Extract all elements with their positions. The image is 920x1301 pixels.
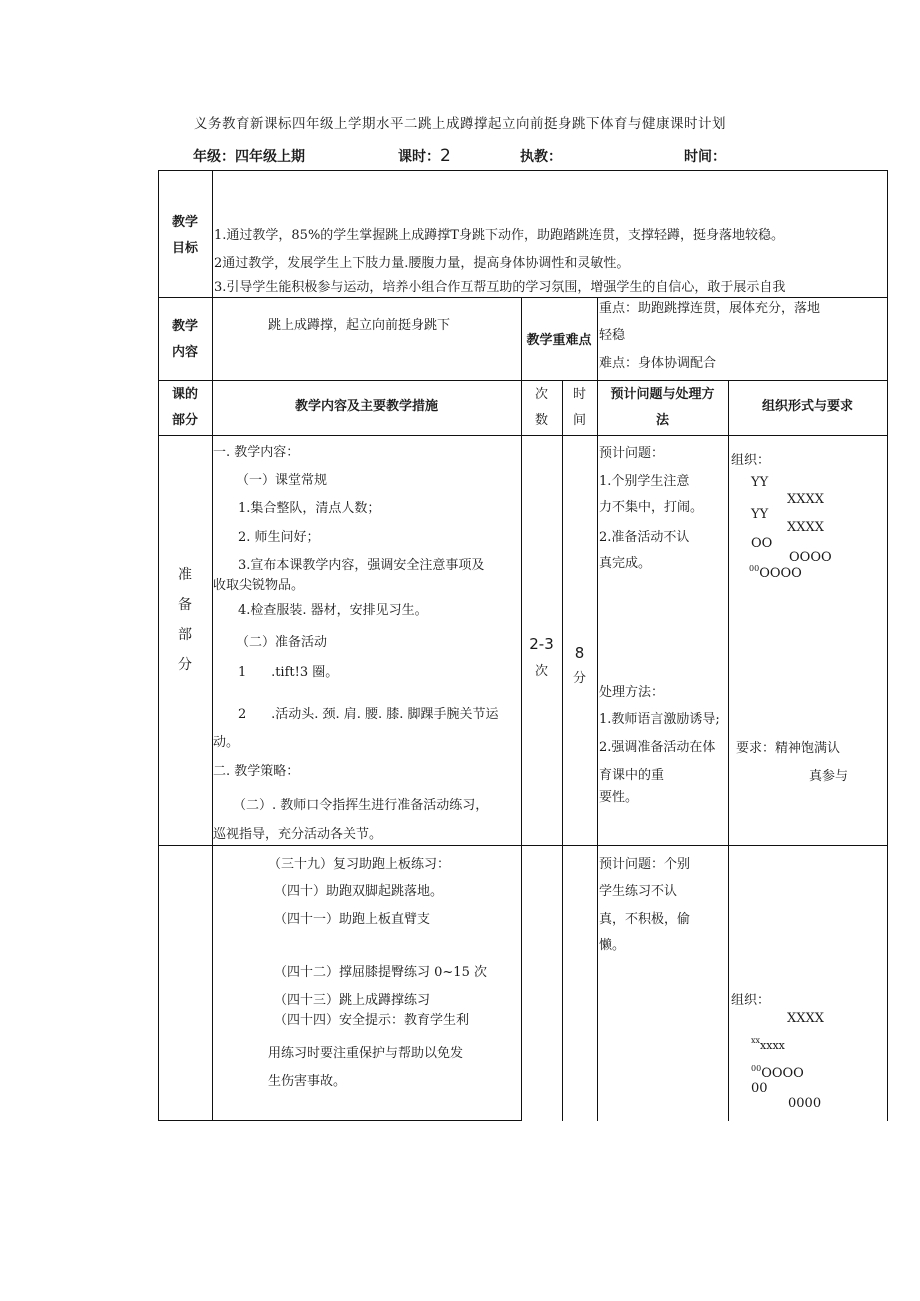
header-organization: 组织形式与要求 <box>761 399 853 414</box>
header-duration: 时 间 <box>572 387 586 428</box>
prep-line: （二）准备活动 <box>236 635 328 650</box>
basic-line: （四十一）助跑上板直臂支 <box>274 912 431 927</box>
key-line: 重点：助跑跳撑连贯，展体充分，落地 <box>599 301 821 316</box>
key-line: 难点：身体协调配合 <box>599 356 717 371</box>
basic-problem-line: 懒。 <box>599 938 626 953</box>
basic-problem-line: 学生练习不认 <box>599 884 678 899</box>
prep-problem-line: 1.教师语言激励诱导; <box>599 712 720 727</box>
basic-line: （四十三）跳上成蹲撑练习 <box>274 993 431 1008</box>
formation-row: 0000 <box>788 1096 822 1111</box>
prep-line: 收取尖锐物品。 <box>213 578 305 593</box>
prep-problem-line: 2.强调准备活动在体 <box>599 740 716 755</box>
prep-line: 巡视指导，充分活动各关节。 <box>213 827 383 842</box>
prep-line: （一）课堂常规 <box>236 473 328 488</box>
prep-problem-line: 处理方法： <box>599 685 665 700</box>
basic-line: （四十二）撑屈膝提臀练习 0~15 次 <box>274 965 487 980</box>
prep-line: 4.检查服装. 器材，安排见习生。 <box>238 603 428 618</box>
basic-problem-line: 真，不积极，偷 <box>599 912 691 927</box>
formation-row: YY <box>751 507 769 522</box>
prep-problem-line: 力不集中，打闹。 <box>599 500 704 515</box>
grade-label: 年级：四年级上期 <box>193 149 305 165</box>
formation-row: $^{00}$OOOO <box>751 1064 804 1081</box>
prep-problem-line: 育课中的重 <box>599 768 665 783</box>
document-title: 义务教育新课标四年级上学期水平二跳上成蹲撑起立向前挺身跳下体育与健康课时计划 <box>194 116 726 132</box>
formation-row: XXXX <box>787 520 825 535</box>
basic-line: （四十）助跑双脚起跳落地。 <box>274 884 444 899</box>
goals-label: 教学 目标 <box>171 215 198 256</box>
content-label: 教学 内容 <box>171 319 198 360</box>
prep-times: 2-3 次 <box>529 635 554 679</box>
prep-line: 3.宣布本课教学内容，强调安全注意事项及 <box>238 558 485 573</box>
period-label: 课时：2 <box>398 146 451 166</box>
time-label: 时间： <box>684 149 726 165</box>
prep-line: 2 .活动头. 颈. 肩. 腰. 膝. 脚踝手腕关节运 <box>238 707 499 722</box>
prep-problem-line: 真完成。 <box>599 556 652 571</box>
formation-row: OO <box>751 536 773 551</box>
prep-line: 一. 教学内容： <box>213 445 300 460</box>
prep-line: 二. 教学策略： <box>213 764 300 779</box>
goal-line: 2通过教学，发展学生上下肢力量.腰腹力量，提高身体协调性和灵敏性。 <box>214 256 630 271</box>
prep-line: 1.集合整队，清点人数； <box>238 501 381 516</box>
basic-org-label: 组织： <box>731 993 771 1008</box>
formation-row: XXXX <box>787 492 825 507</box>
header-problems: 预计问题与处理方 法 <box>610 387 715 428</box>
goal-line: 1.通过教学，85%的学生掌握跳上成蹲撑T身跳下动作，助跑踏跳连贯，支撑轻蹲，挺身落地较稳。 <box>214 228 784 243</box>
key-line: 轻稳 <box>599 328 626 343</box>
goal-line: 3.引导学生能积极参与运动，培养小组合作互帮互助的学习氛围，增强学生的自信心，敢于展示自我 <box>214 280 786 295</box>
formation-row: OOOO <box>789 550 832 565</box>
prep-problem-line: 1.个别学生注意 <box>599 474 690 489</box>
basic-line: （四十四）安全提示：教育学生利 <box>274 1013 470 1028</box>
header-part: 课的 部分 <box>171 387 198 428</box>
basic-line: （三十九）复习助跑上板练习： <box>268 857 451 872</box>
teacher-label: 执教： <box>520 149 562 165</box>
prep-requirement: 要求：精神饱满认 <box>736 741 841 756</box>
prep-duration: 8 分 <box>572 644 586 686</box>
prep-problem-line: 2.准备活动不认 <box>599 530 690 545</box>
prep-part-label: 准 备 部 分 <box>178 567 192 673</box>
prep-org-label: 组织： <box>731 453 771 468</box>
header-times: 次 数 <box>534 387 548 428</box>
prep-line: 2. 师生问好； <box>238 530 320 545</box>
formation-row: XXXX <box>787 1011 825 1026</box>
keypoints-label: 教学重难点 <box>526 333 592 348</box>
formation-row: 00 <box>751 1081 768 1096</box>
formation-row: $^{00}$OOOO <box>749 564 802 581</box>
basic-line: 生伤害事故。 <box>268 1074 347 1089</box>
basic-line: 用练习时要注重保护与帮助以免发 <box>268 1046 464 1061</box>
prep-line: 1 .tift!3 圈。 <box>238 665 339 680</box>
content-text: 跳上成蹲撑，起立向前挺身跳下 <box>268 318 451 333</box>
prep-problem-line: 预计问题： <box>599 446 665 461</box>
formation-row: YY <box>751 475 769 490</box>
prep-line: 动。 <box>213 735 240 750</box>
formation-row: $^{xx}$xxxx <box>751 1036 785 1052</box>
basic-problem-line: 预计问题：个别 <box>599 857 691 872</box>
prep-line: （二）. 教师口令指挥生进行准备活动练习， <box>233 798 489 813</box>
prep-problem-line: 要性。 <box>599 790 639 805</box>
prep-requirement: 真参与 <box>809 769 849 784</box>
header-measures: 教学内容及主要教学措施 <box>294 399 438 414</box>
